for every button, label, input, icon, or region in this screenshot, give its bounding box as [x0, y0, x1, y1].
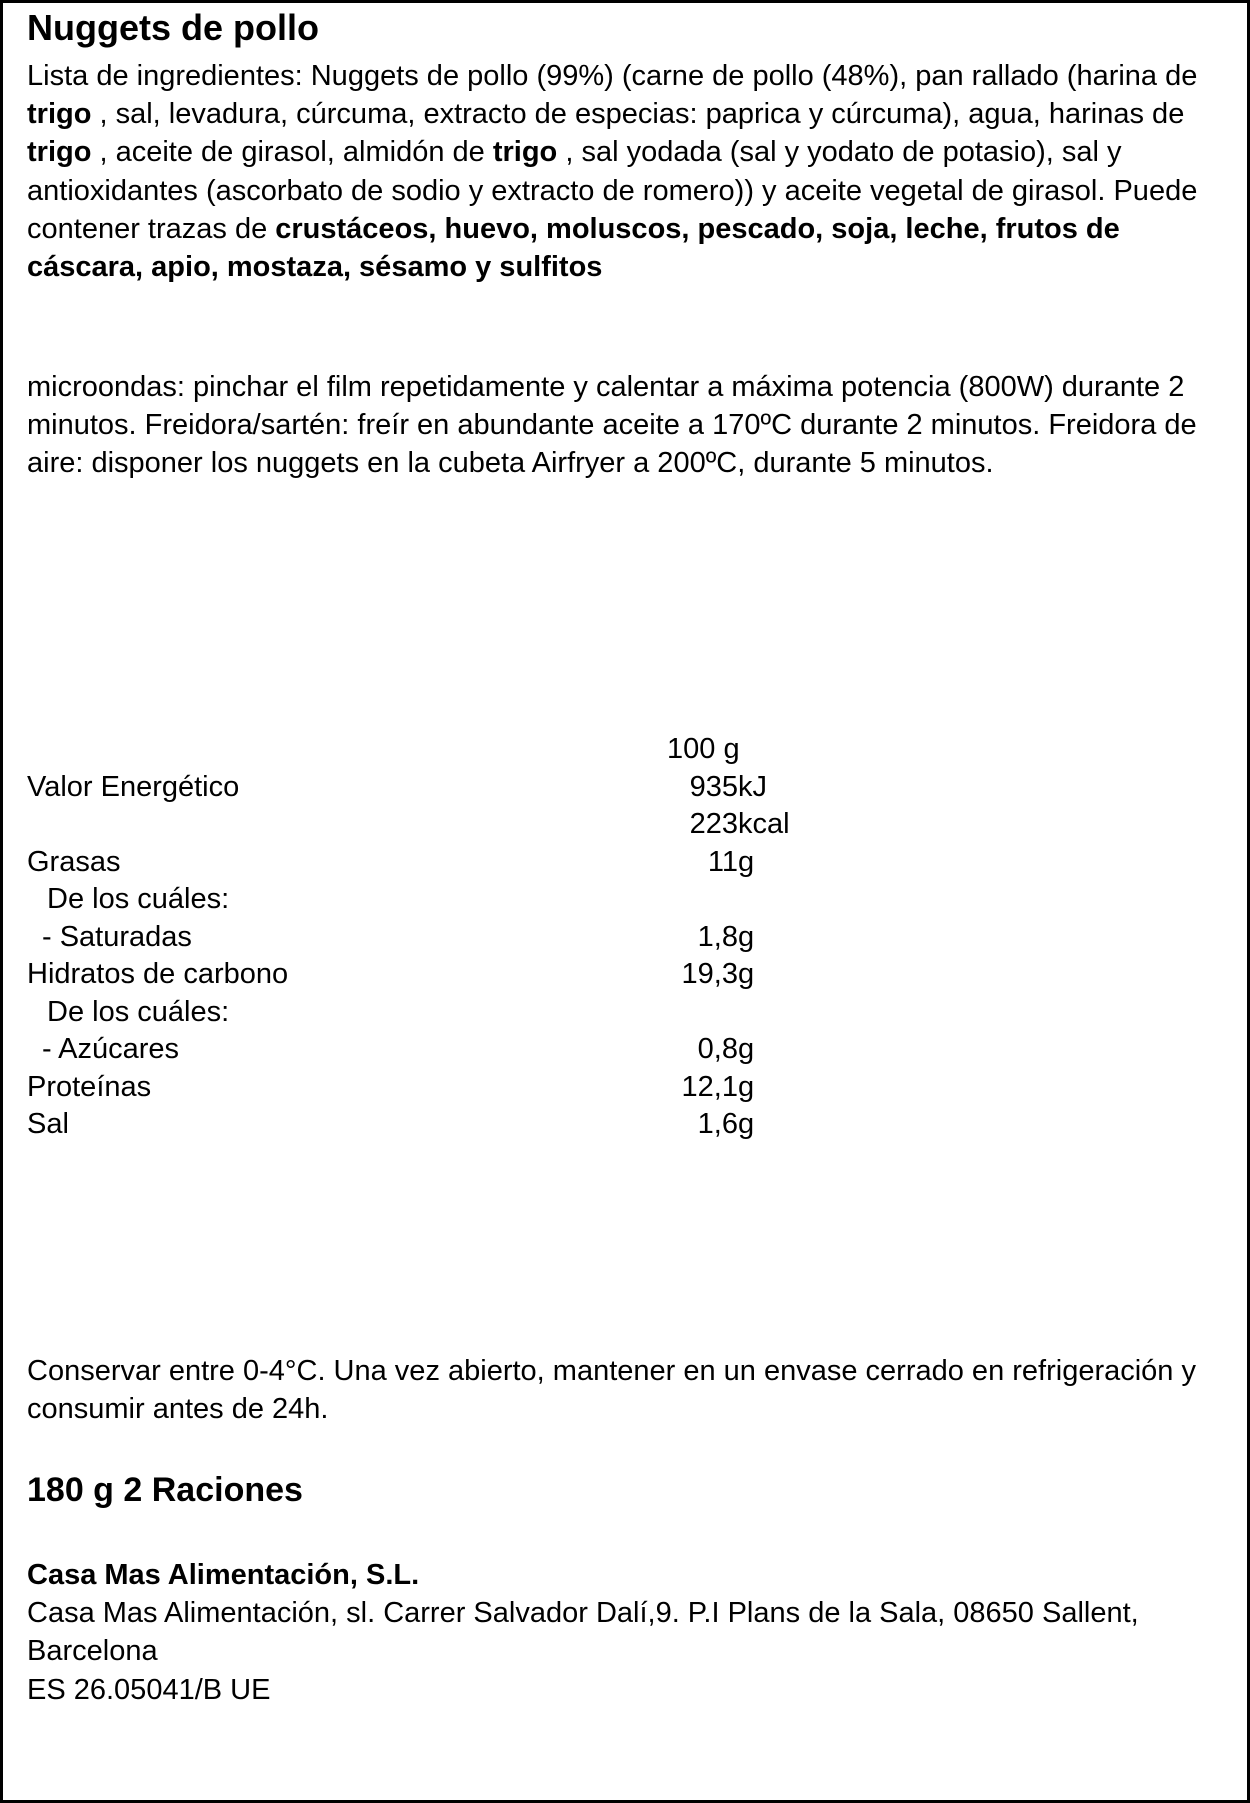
nutrition-row-carbs [27, 956, 827, 994]
energy-kj-unit: kJ [738, 770, 767, 803]
cooking-instructions: microondas: pinchar el film repetidamente y calentar a máxima potencia (800W) durante 2 minutos. Freidora/sartén: freír en abundante aceite a 170ºC durante 2 minutos. Freidora de aire: disponer los nuggets en la cubeta Airfryer a 200ºC, durante 5 minutos. [27, 371, 1197, 480]
energy-label: Valor Energético [27, 770, 240, 803]
of-which-label: De los cuáles: [47, 883, 230, 915]
company-address: Casa Mas Alimentación, sl. Carrer Salvador Dalí,9. P.I Plans de la Sala, 08650 Sallent, Barcelona [27, 1597, 1139, 1668]
ingredients-text: , sal, levadura, cúrcuma, extracto de especias: paprica y cúrcuma), agua, harinas de [91, 98, 1185, 131]
nutrition-table [27, 731, 827, 1144]
gram-unit: g [738, 1070, 755, 1103]
allergen-traces: crustáceos, huevo, moluscos, pescado, soja, leche, frutos de cáscara, apio, mostaza, sésamo y sulfitos [27, 212, 1120, 284]
nutrition-row-salt [27, 1106, 827, 1144]
allergen-wheat: trigo [492, 136, 558, 169]
energy-kcal-value: 223 [689, 808, 738, 840]
nutrition-row-saturated [27, 919, 827, 957]
energy-kj-value: 935 [689, 770, 738, 803]
nutrition-row-energy-kcal [27, 806, 827, 844]
nutrition-row-of-which [27, 881, 827, 919]
ingredients-text: Lista de ingredientes: Nuggets de pollo (99%) (carne de pollo (48%), pan rallado (harina de [27, 60, 1198, 92]
company-address-block [27, 1594, 1207, 1709]
saturated-value: 1,8 [697, 920, 738, 953]
net-weight: 180 g 2 Raciones [27, 1471, 303, 1509]
ingredients-list [27, 57, 1207, 286]
of-which-label: De los cuáles: [47, 995, 230, 1028]
fat-label: Grasas [27, 845, 121, 878]
ingredients-text: , aceite de girasol, almidón de [91, 136, 493, 169]
carbs-value: 19,3 [681, 958, 738, 990]
gram-unit: g [738, 958, 755, 990]
storage-instructions: Conservar entre 0-4°C. Una vez abierto, mantener en un envase cerrado en refrigeración y consumir antes de 24h. [27, 1355, 1196, 1426]
saturated-label: - Saturadas [42, 920, 192, 953]
carbs-label: Hidratos de carbono [27, 958, 289, 990]
gram-unit: g [738, 920, 755, 953]
nutrition-row-fat [27, 844, 827, 882]
allergen-wheat: trigo [27, 98, 92, 131]
protein-value: 12,1 [681, 1070, 738, 1103]
nutrition-row-sugars [27, 1031, 827, 1069]
salt-label: Sal [27, 1108, 69, 1140]
energy-kcal-unit: kcal [738, 808, 790, 840]
protein-label: Proteínas [27, 1070, 152, 1103]
sugars-label: - Azúcares [42, 1033, 179, 1065]
nutrition-header-row [27, 731, 827, 769]
gram-unit: g [738, 845, 755, 878]
company-name: Casa Mas Alimentación, S.L. [27, 1559, 420, 1591]
nutrition-header: 100 g [667, 733, 740, 765]
salt-value: 1,6 [697, 1108, 738, 1140]
gram-unit: g [738, 1033, 755, 1065]
allergen-wheat: trigo [27, 136, 92, 169]
fat-value: 11 [707, 845, 738, 878]
registry-number: ES 26.05041/B UE [27, 1673, 271, 1706]
nutrition-row-energy-kj [27, 769, 827, 807]
nutrition-row-protein [27, 1069, 827, 1107]
nutrition-row-of-which [27, 994, 827, 1032]
ingredients-text: , sal yodada (sal y yodato de potasio), sal y antioxidantes (ascorbato de sodio y extracto de romero)) y aceite vegetal de girasol. Puede contener trazas de [27, 136, 1198, 245]
gram-unit: g [738, 1108, 755, 1140]
product-title: Nuggets de pollo [27, 7, 319, 48]
sugars-value: 0,8 [697, 1033, 738, 1065]
